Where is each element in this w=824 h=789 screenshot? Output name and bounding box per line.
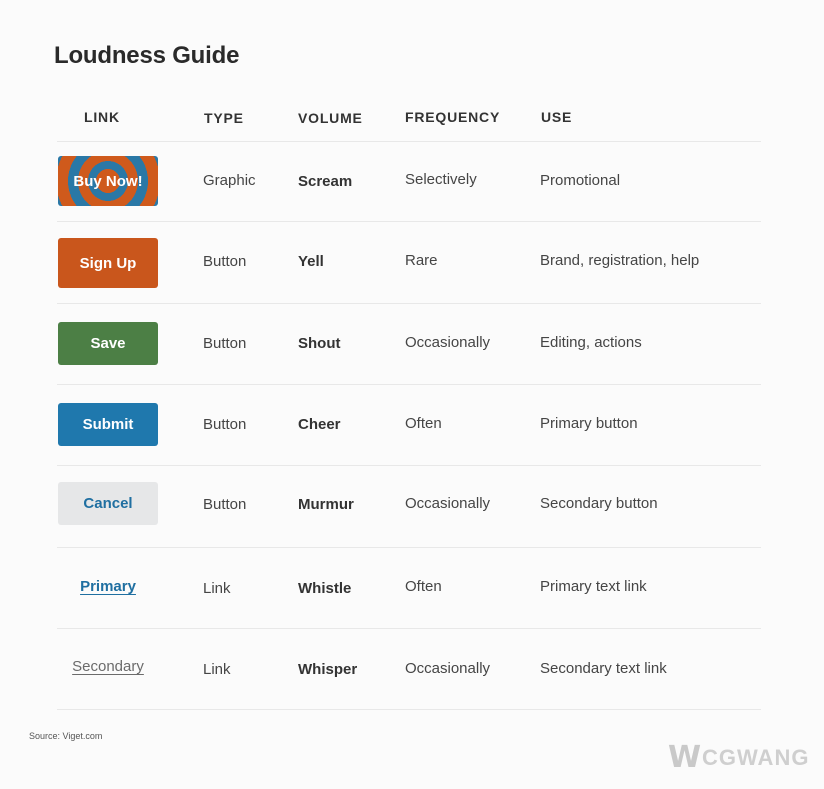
header-volume: VOLUME: [298, 110, 363, 126]
frequency-cell: Often: [405, 578, 442, 595]
volume-cell: Scream: [298, 173, 353, 190]
frequency-cell: Rare: [405, 252, 438, 269]
frequency-cell: Occasionally: [405, 495, 491, 512]
type-cell: Link: [203, 661, 231, 678]
frequency-cell: Selectively: [405, 171, 477, 188]
use-cell: Primary text link: [540, 578, 647, 595]
volume-cell: Yell: [298, 253, 324, 270]
volume-cell: Murmur: [298, 496, 354, 513]
type-cell: Button: [203, 253, 247, 270]
volume-cell: Cheer: [298, 416, 341, 433]
type-cell: Link: [203, 580, 231, 597]
frequency-cell: Occasionally: [405, 660, 491, 677]
table-row: [57, 221, 761, 302]
header-frequency: FREQUENCY: [405, 109, 501, 125]
table-row: [57, 628, 761, 710]
primary-link[interactable]: Primary: [80, 578, 136, 595]
sign-up-button[interactable]: Sign Up: [58, 238, 158, 288]
use-cell: Promotional: [540, 172, 621, 189]
type-cell: Button: [203, 335, 247, 352]
save-button[interactable]: Save: [58, 322, 158, 365]
table-row: [57, 465, 761, 546]
use-cell: Secondary text link: [540, 660, 667, 677]
type-cell: Button: [203, 416, 247, 433]
secondary-link[interactable]: Secondary: [72, 658, 144, 675]
header-type: TYPE: [204, 110, 244, 126]
submit-button[interactable]: Submit: [58, 403, 158, 446]
source-caption: Source: Viget.com: [29, 731, 103, 741]
use-cell: Editing, actions: [540, 334, 642, 351]
page-title: Loudness Guide: [54, 42, 240, 69]
watermark-logo: [668, 738, 810, 775]
volume-cell: Whistle: [298, 580, 352, 597]
buy-now-button[interactable]: Buy Now!: [58, 156, 158, 206]
table-row: [57, 547, 761, 628]
watermark-mark-icon: W: [668, 740, 700, 775]
volume-cell: Shout: [298, 335, 341, 352]
cancel-button[interactable]: Cancel: [58, 482, 158, 525]
table-row: [57, 303, 761, 384]
header-use: USE: [541, 109, 573, 125]
use-cell: Brand, registration, help: [540, 252, 700, 269]
volume-cell: Whisper: [298, 661, 358, 678]
watermark-text: CGWANG: [702, 745, 810, 770]
use-cell: Primary button: [540, 415, 638, 432]
frequency-cell: Occasionally: [405, 334, 491, 351]
type-cell: Graphic: [203, 172, 256, 189]
type-cell: Button: [203, 496, 247, 513]
frequency-cell: Often: [405, 415, 442, 432]
table-header: [0, 109, 824, 129]
use-cell: Secondary button: [540, 495, 658, 512]
table-row: [57, 384, 761, 465]
table-row: [57, 141, 761, 222]
header-link: LINK: [84, 109, 120, 125]
